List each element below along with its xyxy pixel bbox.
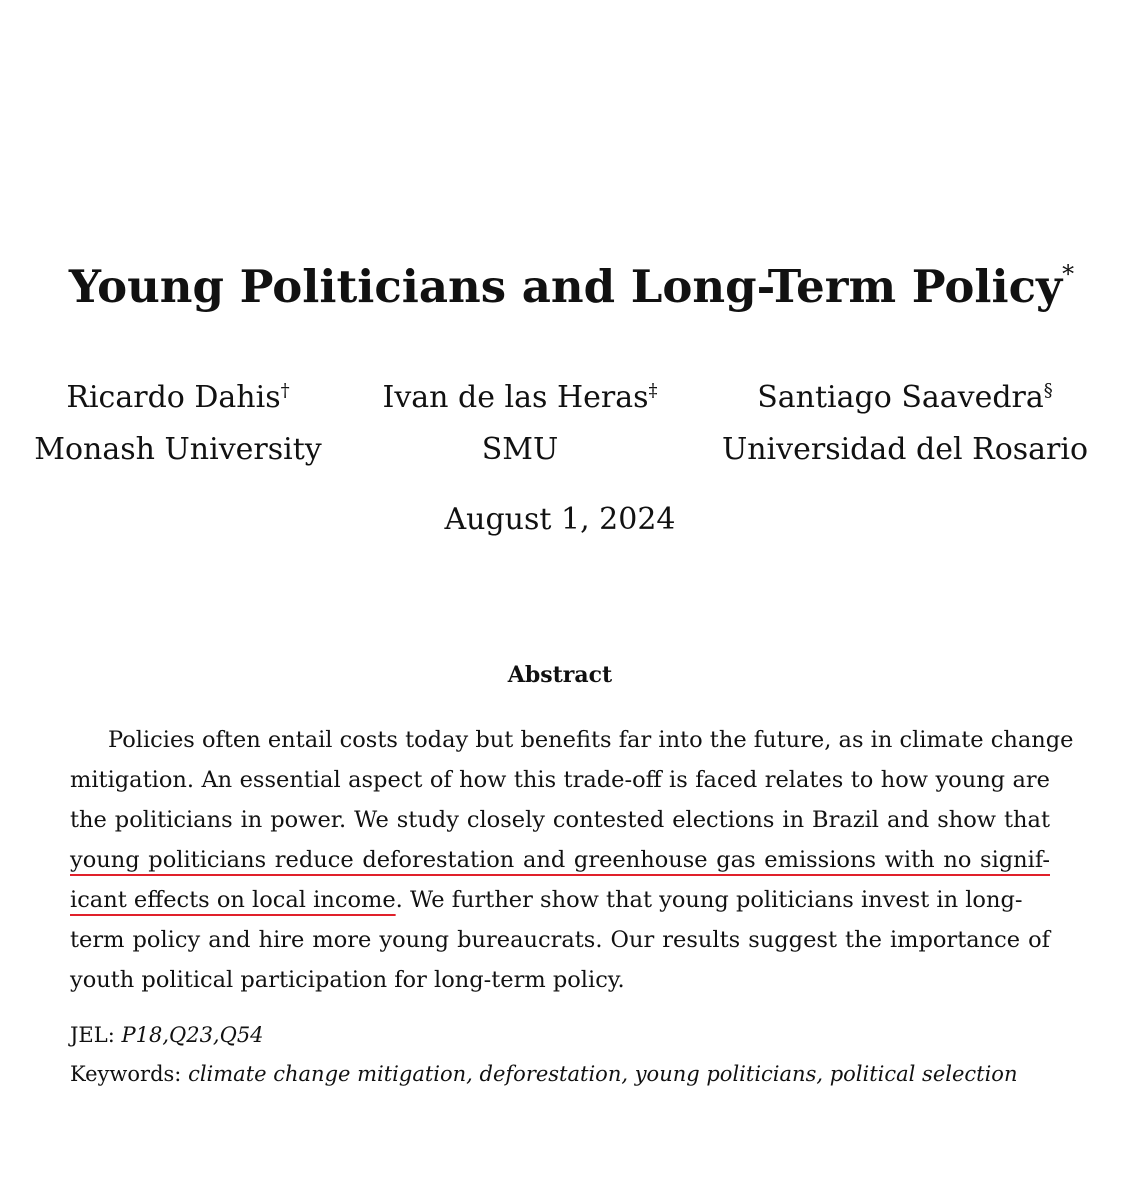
- author-block-2: [370, 365, 670, 476]
- author-footnote-mark: §: [1043, 380, 1053, 401]
- abstract-text: . We further show that young politicians invest in long-: [395, 887, 1023, 913]
- author-affiliation: Universidad del Rosario: [721, 432, 1089, 467]
- author-affiliation: Monash University: [34, 432, 322, 467]
- author-name: Santiago Saavedra: [757, 380, 1044, 415]
- abstract-line: youth political participation for long-term policy.: [70, 967, 625, 993]
- abstract-line: Policies often entail costs today but benefits far into the future, as in climate change: [108, 727, 1074, 753]
- author-name: Ricardo Dahis: [66, 380, 281, 415]
- author-footnote-mark: ‡: [648, 380, 658, 401]
- abstract-line-highlighted: young politicians reduce deforestation and greenhouse gas emissions with no signif-: [70, 847, 1050, 873]
- paper-title: [0, 248, 1143, 317]
- abstract-line: mitigation. An essential aspect of how this trade-off is faced relates to how young are: [70, 767, 1050, 793]
- jel-values: P18,Q23,Q54: [121, 1023, 264, 1047]
- jel-codes: [70, 1017, 1070, 1053]
- paper-date: August 1, 2024: [444, 502, 676, 537]
- author-footnote-mark: †: [280, 380, 290, 401]
- keywords-values: climate change mitigation, deforestation, young politicians, political selection: [188, 1062, 1018, 1086]
- keywords: [70, 1056, 1070, 1092]
- abstract-heading: Abstract: [507, 662, 613, 688]
- author-block-1: [20, 365, 336, 476]
- paper-title-text: Young Politicians and Long-Term Policy: [68, 260, 1063, 313]
- title-footnote-mark: *: [1062, 260, 1075, 288]
- jel-label: JEL:: [70, 1023, 115, 1047]
- author-block-3: [700, 365, 1110, 476]
- author-name: Ivan de las Heras: [382, 380, 649, 415]
- abstract-line: term policy and hire more young bureaucrats. Our results suggest the importance of: [70, 927, 1050, 953]
- abstract-line: the politicians in power. We study closely contested elections in Brazil and show that: [70, 807, 1050, 833]
- author-affiliation: SMU: [481, 432, 559, 467]
- keywords-label: Keywords:: [70, 1062, 182, 1086]
- abstract-line: [70, 880, 1050, 920]
- highlighted-text: icant effects on local income: [70, 887, 396, 913]
